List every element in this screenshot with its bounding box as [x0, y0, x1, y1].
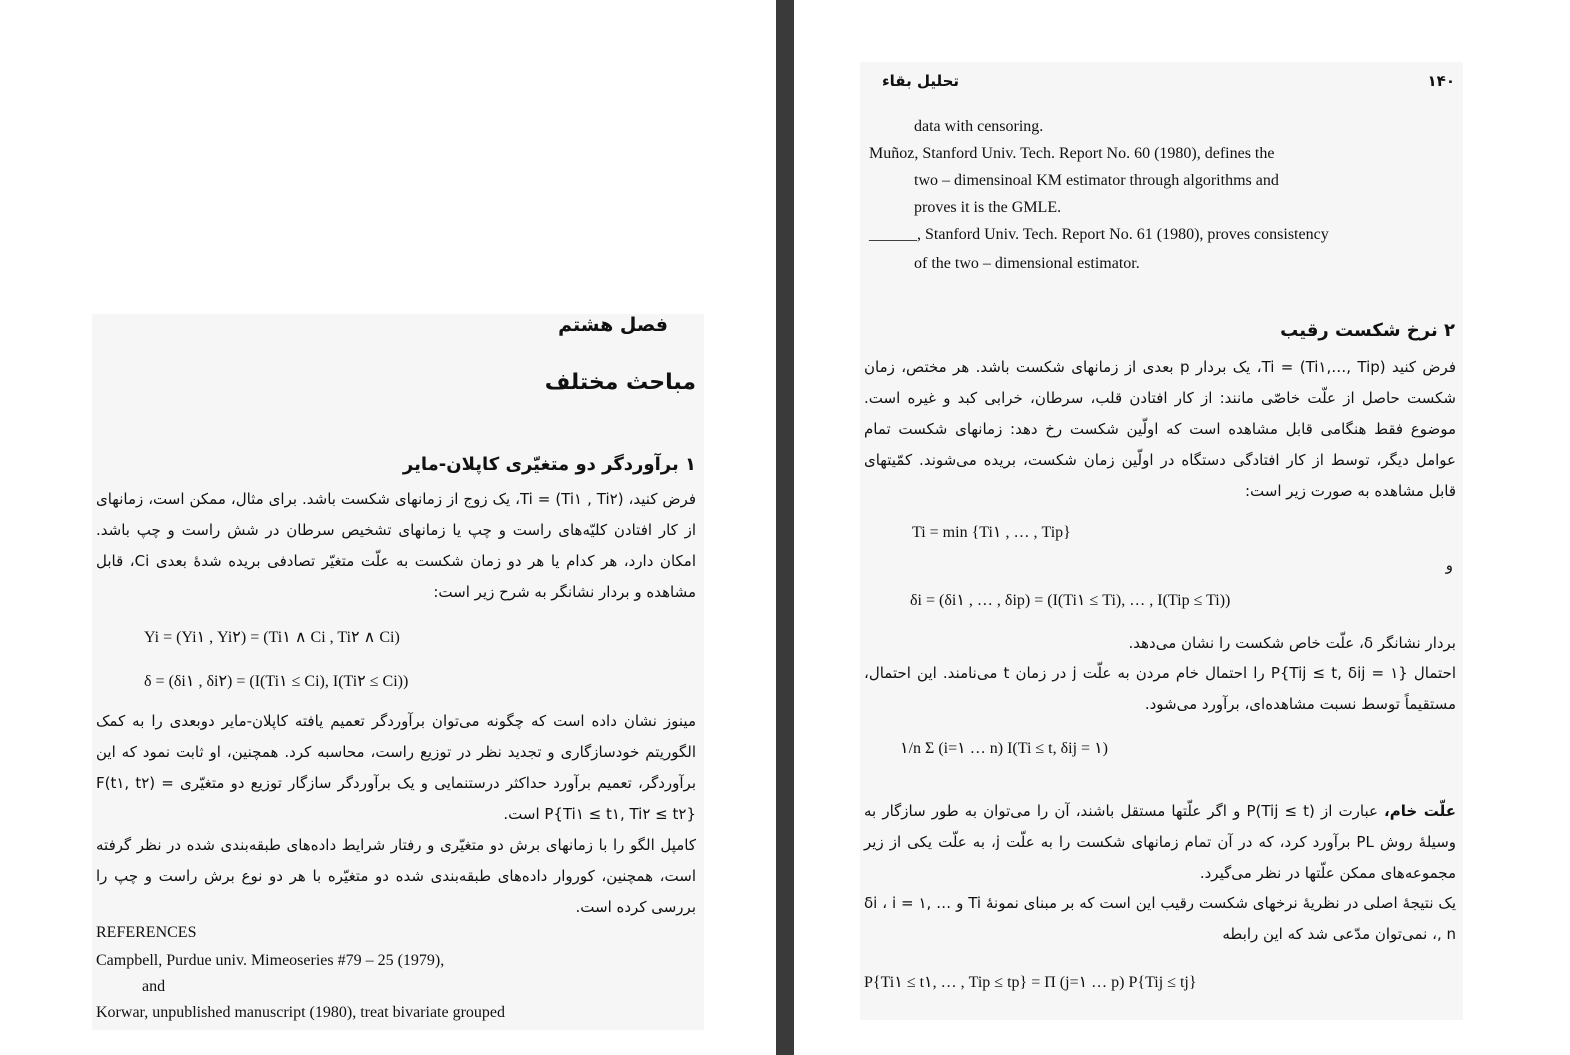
reference-line: Muñoz, Stanford Univ. Tech. Report No. 60 (1980), defines the [869, 145, 1275, 162]
term-bold: علّت خام، [1384, 802, 1456, 820]
equation-y: Yi = (Yi۱ , Yi۲) = (Ti۱ ∧ Ci , Ti۲ ∧ Ci) [144, 629, 400, 646]
reference-line: two – dimensinoal KM estimator through algorithms and [914, 172, 1279, 189]
equation-product: P{Ti۱ ≤ t۱, … , Tip ≤ tp} = Π (j=۱ … p) P{Tij ≤ tj} [864, 974, 1197, 991]
reference-line: data with censoring. [914, 118, 1044, 135]
equation-delta: δi = (δi۱ , … , δip) = (I(Ti۱ ≤ Ti), … , I(Tip ≤ Ti)) [910, 592, 1231, 609]
paragraph [864, 796, 1456, 889]
reference-line: ______, Stanford Univ. Tech. Report No. 61 (1980), proves consistency [869, 226, 1329, 243]
paragraph-body: عبارت از (P(Tij ≤ t و اگر علّتها مستقل باشند، آن را می‌توان به طور سازگار به وسیلهٔ روش PL برآورد کرد، که در آن تمام زمانهای شکست را به علّت j، به علّت یکی از زیر مجموعه‌های ممکن علّتها در نظر می‌گیرد. [864, 802, 1457, 882]
paragraph: احتمال P{Tij ≤ t, δij = ۱} را احتمال خام مردن به علّت j در زمان t می‌نامند. این احتمال، مستقیماً توسط نسبت مشاهده‌ای، برآورد می‌شود. [864, 664, 1457, 713]
running-title: تحلیل بقاء [882, 72, 960, 90]
paragraph: یک نتیجهٔ اصلی در نظریهٔ نرخهای شکست رقیب این است که بر مبنای نمونهٔ Ti و δi ، i = ۱, … , n، نمی‌توان مدّعی شد که این رابطه [864, 894, 1456, 943]
reference-line: of the two – dimensional estimator. [914, 255, 1140, 272]
reference-line: Korwar, unpublished manuscript (1980), treat bivariate grouped [96, 1004, 506, 1021]
paragraph: فرض کنید، (Ti = (Ti۱ , Ti۲، یک زوج از زمانهای شکست باشد. برای مثال، ممکن است، زمانهای از کار افتادن کلیّه‌های راست و چپ یا زمانهای تشخیص سرطان در شش راست و چپ باشد. امکان دارد، هر کدام یا هر دو زمان شکست به علّت متغیّر تصادفی بریده شدهٔ بعدی Ci، قابل مشاهده و بردار نشانگر به شرح زیر است: [96, 490, 697, 601]
paragraph: کامپل الگو را با زمانهای برش دو متغیّری و رفتار شرایط داده‌های طبقه‌بندی شده در نظر گرفته است، همچنین، کوروار داده‌های طبقه‌بندی شده دو متغیّره با هر دو نوع برش راست و چپ را بررسی کرده است. [96, 836, 696, 916]
section-title: ۱ برآوردگر دو متغیّری کاپلان-مایر [402, 454, 696, 475]
reference-line: Campbell, Purdue univ. Mimeoseries #79 – 25 (1979), [96, 952, 445, 969]
references-heading: REFERENCES [96, 924, 197, 941]
page-number: ۱۴۰ [1427, 72, 1455, 90]
equation-min: Ti = min {Ti۱ , … , Tip} [912, 524, 1071, 541]
equation-sum: ۱/n Σ (i=۱ … n) I(Ti ≤ t, δij = ۱) [900, 740, 1108, 757]
chapter-label: فصل هشتم [558, 314, 668, 336]
paragraph: مینوز نشان داده است که چگونه می‌توان برآوردگر تعمیم یافته کاپلان-مایر دوبعدی را به کمک الگوریتم خودسازگاری و تجدید نظر در توزیع راست، محاسبه کرد. همچنین، او ثابت نمود که این برآوردگر، تعمیم برآورد حداکثر درستنمایی و یک برآوردگر سازگار توزیع دو متغیّری F(t۱, t۲) = P{Ti۱ ≤ t۱, Ti۲ ≤ t۲} است. [96, 712, 696, 823]
equation-delta: δ = (δi۱ , δi۲) = (I(Ti۱ ≤ Ci), I(Ti۲ ≤ Ci)) [144, 673, 409, 690]
paragraph: بردار نشانگر δ، علّت خاص شکست را نشان می‌دهد. [1128, 634, 1456, 652]
page-divider [776, 0, 794, 1055]
reference-line: and [142, 978, 166, 995]
and-word: و [1445, 556, 1453, 574]
reference-line: proves it is the GMLE. [914, 199, 1062, 216]
section-title: ۲ نرخ شکست رقیب [1280, 320, 1455, 341]
paragraph: فرض کنید (Ti = (Ti۱,…, Tip، یک بردار p بعدی از زمانهای شکست باشد. هر مختص، زمان شکست حاصل از علّت خاصّی مانند: از کار افتادن قلب، سرطان، خرابی کبد و غیره است. موضوع فقط هنگامی قابل مشاهده است که اولّین شکست رخ دهد: زمانهای شکست تمام عوامل دیگر، توسط از کار افتادگی دستگاه در اولّین زمان شکست، بریده می‌شوند. کمّیتهای قابل مشاهده به صورت زیر است: [864, 358, 1456, 500]
right-page [860, 62, 1463, 1020]
left-page [92, 314, 704, 1030]
chapter-title: مباحث مختلف [544, 370, 696, 395]
